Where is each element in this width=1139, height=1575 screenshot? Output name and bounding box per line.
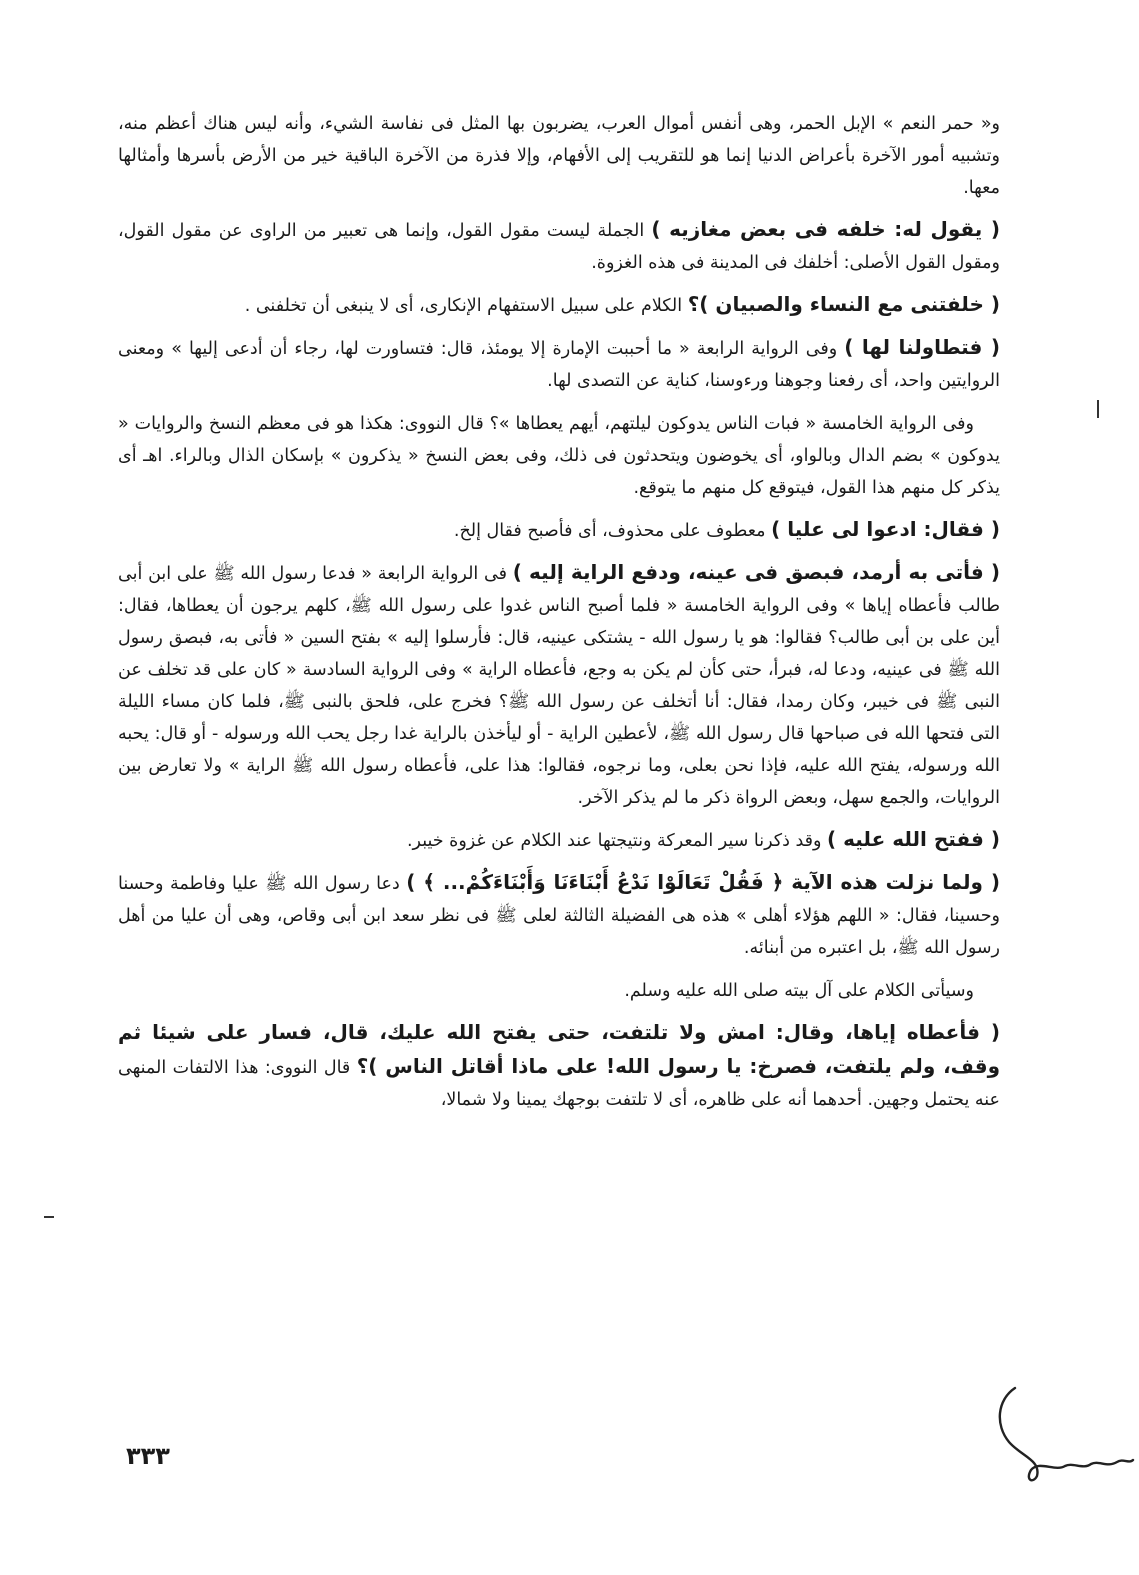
page-number: ٣٣٣ [126, 1442, 170, 1470]
paragraph-5 [118, 406, 1000, 504]
paragraph-text: قال النووى: هذا الالتفات المنهى عنه يحتمل وجهين. أحدهما أنه على ظاهره، أى لا تلتفت بوجهك يمينا ولا شمالا، [118, 1058, 1000, 1110]
paragraph-2 [118, 213, 1000, 279]
paragraph-heading: ( خلفتنى مع النساء والصبيان )؟ [687, 292, 1000, 316]
paragraph-text: و« حمر النعم » الإبل الحمر، وهى أنفس أموال العرب، يضربون بها المثل فى نفاسة الشيء، وأنه ليس هناك أعظم منه، وتشبيه أمور الآخرة بأعراض الدنيا إنما هو للتقريب إلى الأفهام، وإلا فذرة من الآخرة الباقية خير من الأرض بأسرها وأمثالها معها. [118, 114, 1000, 198]
page-body [118, 106, 1000, 1125]
paragraph-3 [118, 288, 1000, 322]
paragraph-heading: ( فقال: ادعوا لى عليا ) [771, 517, 1000, 541]
paragraph-4 [118, 331, 1000, 397]
paragraph-text: دعا رسول الله ﷺ عليا وفاطمة وحسنا وحسينا، فقال: « اللهم هؤلاء أهلى » هذه هى الفضيلة الثالثة لعلى ﷺ فى نظر سعد ابن أبى وقاص، وهى أن عليا من أهل رسول الله ﷺ، بل اعتبره من أبنائه. [118, 874, 1000, 958]
paragraph-text: وقد ذكرنا سير المعركة ونتيجتها عند الكلام عن غزوة خيبر. [406, 831, 828, 851]
paragraph-text: الكلام على سبيل الاستفهام الإنكارى، أى لا ينبغى أن تخلفنى . [244, 296, 688, 316]
paragraph-9 [118, 866, 1000, 964]
margin-tick [1097, 400, 1099, 418]
paragraph-text: وفى الرواية الخامسة « فبات الناس يدوكون ليلتهم، أيهم يعطاها »؟ قال النووى: هكذا هو فى معظم النسخ والروايات « يدوكون » بضم الدال وبالواو، أى يخوضون ويتحدثون فى ذلك، وفى بعض النسخ « يذكرون » بإسكان الذال وبالراء. اهـ أى يذكر كل منهم هذا القول، فيتوقع كل منهم ما يتوقع. [118, 414, 1000, 498]
paragraph-11 [118, 1016, 1000, 1116]
paragraph-text: الجملة ليست مقول القول، وإنما هى تعبير من الراوى عن مقول القول، ومقول القول الأصلى: أخلفك فى المدينة فى هذه الغزوة. [118, 221, 1000, 273]
margin-dash [44, 1216, 54, 1218]
paragraph-text: فى الرواية الرابعة « فدعا رسول الله ﷺ على ابن أبى طالب فأعطاه إياها » وفى الرواية الخامسة « فلما أصبح الناس غدوا على رسول الله ﷺ، كلهم يرجون أن يعطاها، فقال: أين على بن أبى طالب؟ فقالوا: هو يا رسول الله - يشتكى عينيه، قال: فأرسلوا إليه » بفتح السين « فأتى به، فبصق رسول الله ﷺ فى عينيه، ودعا له، فبرأ، حتى كأن لم يكن به وجع، فأعطاه الراية » وفى الرواية السادسة « كان على قد تخلف عن النبى ﷺ فى خيبر، وكان رمدا، فقال: أنا أتخلف عن رسول الله ﷺ؟ فخرج على، فلحق بالنبى ﷺ، فلما كان مساء الليلة التى فتحها الله فى صباحها قال رسول الله ﷺ، لأعطين الراية - أو ليأخذن بالراية غدا رجل يحب الله ورسوله - أو قال: يحبه الله ورسوله، يفتح الله عليه، فإذا نحن بعلى، وما نرجوه، فقالوا: هذا على، فأعطاه رسول الله ﷺ الراية » ولا تعارض بين الروايات، والجمع سهل، وبعض الرواة ذكر ما لم يذكر الآخر. [118, 564, 1000, 808]
paragraph-10 [118, 973, 1000, 1007]
paragraph-heading: ( فأعطاه إياها، وقال: امش ولا تلتفت، حتى يفتح الله عليك، قال، فسار على شيئا ثم وقف، ولم يلتفت، فصرخ: يا رسول الله! على ماذا أقاتل الناس )؟ [118, 1020, 1001, 1078]
paragraph-6 [118, 513, 1000, 547]
paragraph-heading: ( فأتى به أرمد، فبصق فى عينه، ودفع الراية إليه ) [512, 560, 1000, 584]
paragraph-heading: ( ففتح الله عليه ) [827, 827, 1000, 851]
paragraph-heading: ( فتطاولنا لها ) [844, 335, 1000, 359]
paragraph-text: معطوف على محذوف، أى فأصبح فقال إلخ. [453, 521, 772, 541]
paragraph-heading: ( يقول له: خلفه فى بعض مغازيه ) [651, 217, 1000, 241]
paragraph-heading: ( ولما نزلت هذه الآية ﴿ فَقُلْ تَعَالَوْا نَدْعُ أَبْنَاءَنَا وَأَبْنَاءَكُمْ... ﴾ ) [406, 870, 1000, 894]
paragraph-text: وفى الرواية الرابعة « ما أحببت الإمارة إلا يومئذ، قال: فتساورت لها، رجاء أن أدعى إليها » ومعنى الروايتين واحد، أى رفعنا وجوهنا ورءوسنا، كناية عن التصدى لها. [118, 339, 1000, 391]
paragraph-7 [118, 556, 1000, 814]
paragraph-8 [118, 823, 1000, 857]
paragraph-1 [118, 106, 1000, 204]
handwritten-scribble [995, 1380, 1135, 1490]
paragraph-text: وسيأتى الكلام على آل بيته صلى الله عليه وسلم. [624, 981, 974, 1001]
